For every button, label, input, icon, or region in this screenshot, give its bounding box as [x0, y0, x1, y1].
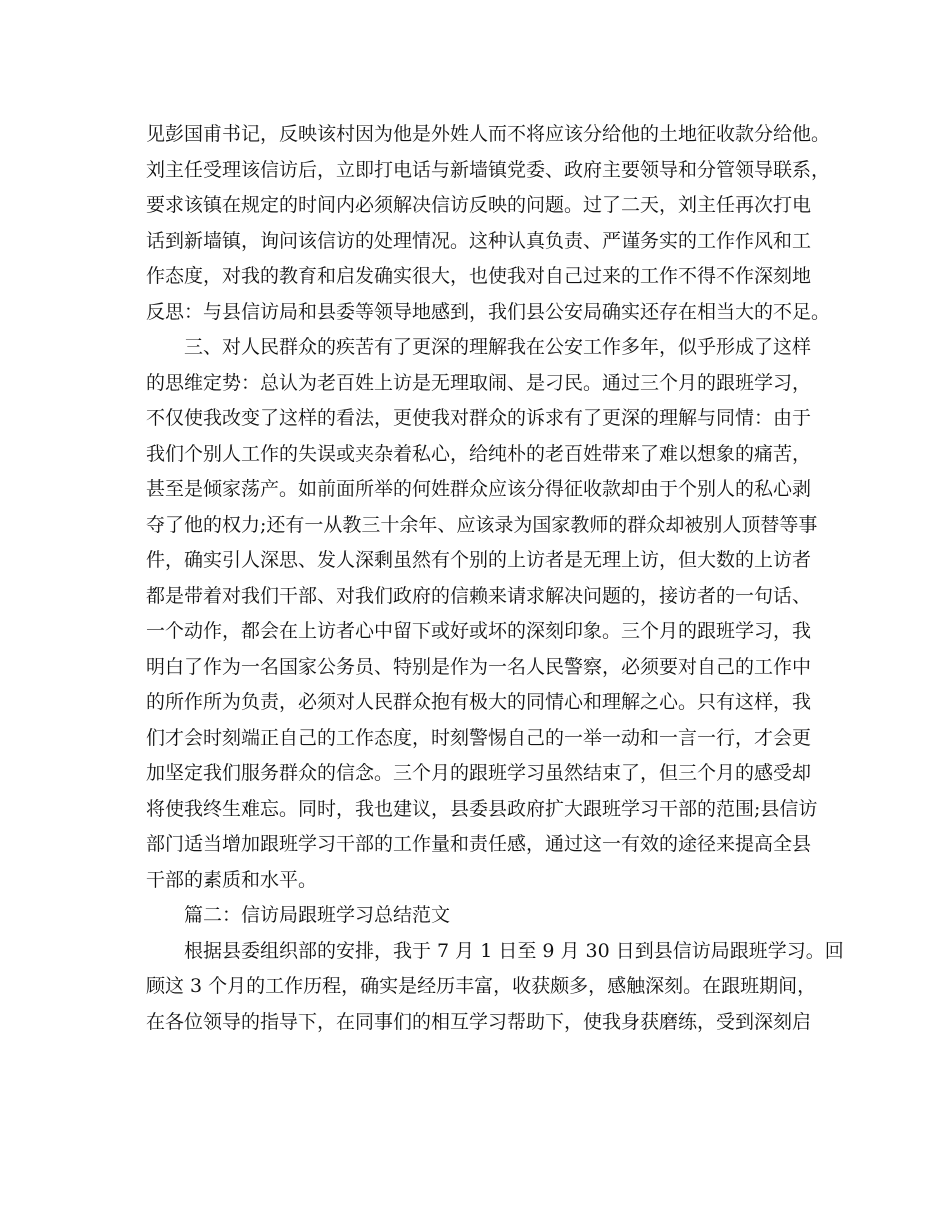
paragraph-line: 顾这 3 个月的工作历程，确实是经历丰富，收获颇多，感触深刻。在跟班期间，: [146, 975, 817, 997]
document-body: [146, 117, 844, 1040]
paragraph-line: 作态度，对我的教育和启发确实很大，也使我对自己过来的工作不得不作深刻地: [146, 265, 812, 287]
paragraph-line: 我们个别人工作的失误或夹杂着私心，给纯朴的老百姓带来了难以想象的痛苦，: [146, 442, 812, 465]
paragraph-line: 将使我终生难忘。同时，我也建议，县委县政府扩大跟班学习干部的范围;县信访: [146, 797, 818, 820]
paragraph-line: 干部的素质和水平。: [146, 868, 318, 891]
paragraph-line: 的所作所为负责，必须对人民群众抱有极大的同情心和理解之心。只有这样，我: [146, 691, 812, 713]
paragraph-line: 在各位领导的指导下，在同事们的相互学习帮助下，使我身获磨练，受到深刻启: [146, 1010, 812, 1033]
paragraph-line: 一个动作，都会在上访者心中留下或好或坏的深刻印象。三个月的跟班学习，我: [146, 620, 812, 642]
paragraph-line: 话到新墙镇，询问该信访的处理情况。这种认真负责、严谨务实的工作作风和工: [146, 229, 812, 252]
section-heading: 篇二：信访局跟班学习总结范文: [184, 904, 451, 926]
paragraph-line: 刘主任受理该信访后，立即打电话与新墙镇党委、政府主要领导和分管领导联系，: [146, 158, 831, 181]
paragraph-line: 夺了他的权力;还有一从教三十余年、应该录为国家教师的群众却被别人顶替等事: [146, 513, 818, 536]
paragraph-line: 的思维定势：总认为老百姓上访是无理取闹、是刁民。通过三个月的跟班学习，: [146, 371, 812, 394]
paragraph-line: 甚至是倾家荡产。如前面所举的何姓群众应该分得征收款却由于个别人的私心剥: [146, 478, 812, 500]
paragraph-line: 部门适当增加跟班学习干部的工作量和责任感，通过这一有效的途径来提高全县: [146, 833, 812, 855]
paragraph-line: 反思：与县信访局和县委等领导地感到，我们县公安局确实还存在相当大的不足。: [146, 300, 831, 323]
paragraph-line: 们才会时刻端正自己的工作态度，时刻警惕自己的一举一动和一言一行，才会更: [146, 726, 812, 749]
paragraph-line: 三、对人民群众的疾苦有了更深的理解我在公安工作多年，似乎形成了这样: [184, 336, 812, 358]
paragraph-line: 件，确实引人深思、发人深剩虽然有个别的上访者是无理上访，但大数的上访者: [146, 549, 812, 571]
paragraph-line: 根据县委组织部的安排，我于 7 月 1 日至 9 月 30 日到县信访局跟班学习。回: [184, 939, 844, 962]
paragraph-line: 要求该镇在规定的时间内必须解决信访反映的问题。过了二天，刘主任再次打电: [146, 194, 812, 216]
paragraph-line: 明白了作为一名国家公务员、特别是作为一名人民警察，必须要对自己的工作中: [146, 655, 812, 678]
paragraph-line: 不仅使我改变了这样的看法，更使我对群众的诉求有了更深的理解与同情：由于: [146, 407, 812, 429]
paragraph-line: 见彭国甫书记，反映该村因为他是外姓人而不将应该分给他的土地征收款分给他。: [146, 123, 831, 145]
paragraph-line: 都是带着对我们干部、对我们政府的信赖来请求解决问题的，接访者的一句话、: [146, 584, 812, 607]
paragraph-line: 加坚定我们服务群众的信念。三个月的跟班学习虽然结束了，但三个月的感受却: [146, 762, 812, 784]
